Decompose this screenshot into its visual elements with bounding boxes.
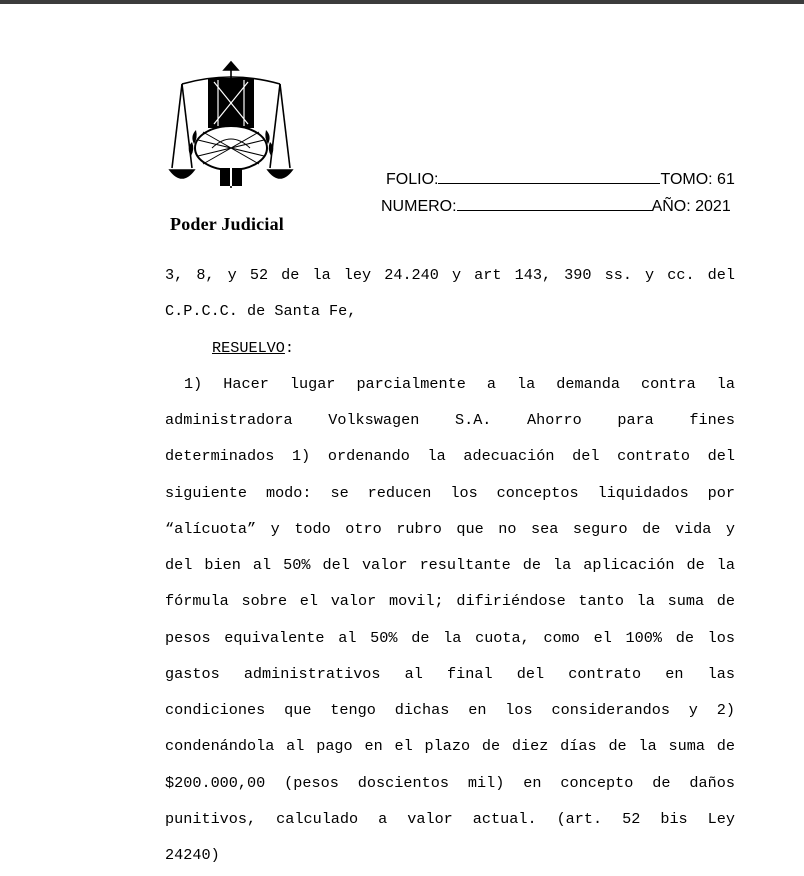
text-line: del bien al 50% del valor resultante de la aplicación de la: [165, 556, 735, 574]
text-line: condenándola al pago en el plazo de diez días de la suma de: [165, 737, 735, 756]
folio-label: FOLIO:: [386, 171, 439, 188]
text-line: pesos equivalente al 50% de la cuota, como el 100% de los: [165, 628, 735, 647]
judicial-seal-logo: [168, 60, 294, 196]
text-line: $200.000,00 (pesos doscientos mil) en concepto de daños: [165, 773, 735, 792]
text-line: “alícuota” y todo otro rubro que no sea seguro de vida y: [165, 519, 735, 538]
numero-label: NUMERO:: [381, 198, 457, 215]
resuelvo-colon: :: [284, 338, 295, 357]
folio-blank-line: [438, 169, 660, 184]
resuelvo-word: RESUELVO: [212, 338, 285, 357]
text-line: 3, 8, y 52 de la ley 24.240 y art 143, 390 ss. y cc. del: [165, 266, 735, 284]
text-line: fórmula sobre el valor movil; difiriéndose tanto la suma de: [165, 592, 735, 611]
text-line: 24240): [165, 846, 220, 864]
text-line: gastos administrativos al final del contrato en las: [165, 664, 735, 683]
folio-row: [386, 169, 735, 189]
tomo-label: TOMO: 61: [660, 171, 735, 188]
institution-name: Poder Judicial: [170, 214, 284, 234]
text-line: condiciones que tengo dichas en los considerandos y 2): [165, 701, 735, 719]
text-line: siguiente modo: se reducen los conceptos liquidados por: [165, 483, 735, 502]
numero-row: [381, 196, 731, 216]
resuelvo-heading: [165, 330, 735, 366]
anio-label: AÑO: 2021: [651, 198, 731, 215]
resolution-text: [165, 257, 735, 873]
text-line: punitivos, calculado a valor actual. (art. 52 bis Ley: [165, 809, 735, 828]
text-line: C.P.C.C. de Santa Fe,: [165, 302, 357, 321]
numero-blank-line: [457, 196, 652, 211]
text-line: determinados 1) ordenando la adecuación del contrato del: [165, 447, 735, 466]
text-line: administradora Volkswagen S.A. Ahorro para fines: [165, 411, 735, 429]
top-border: [0, 0, 804, 4]
text-line: 1) Hacer lugar parcialmente a la demanda contra la: [184, 374, 735, 393]
